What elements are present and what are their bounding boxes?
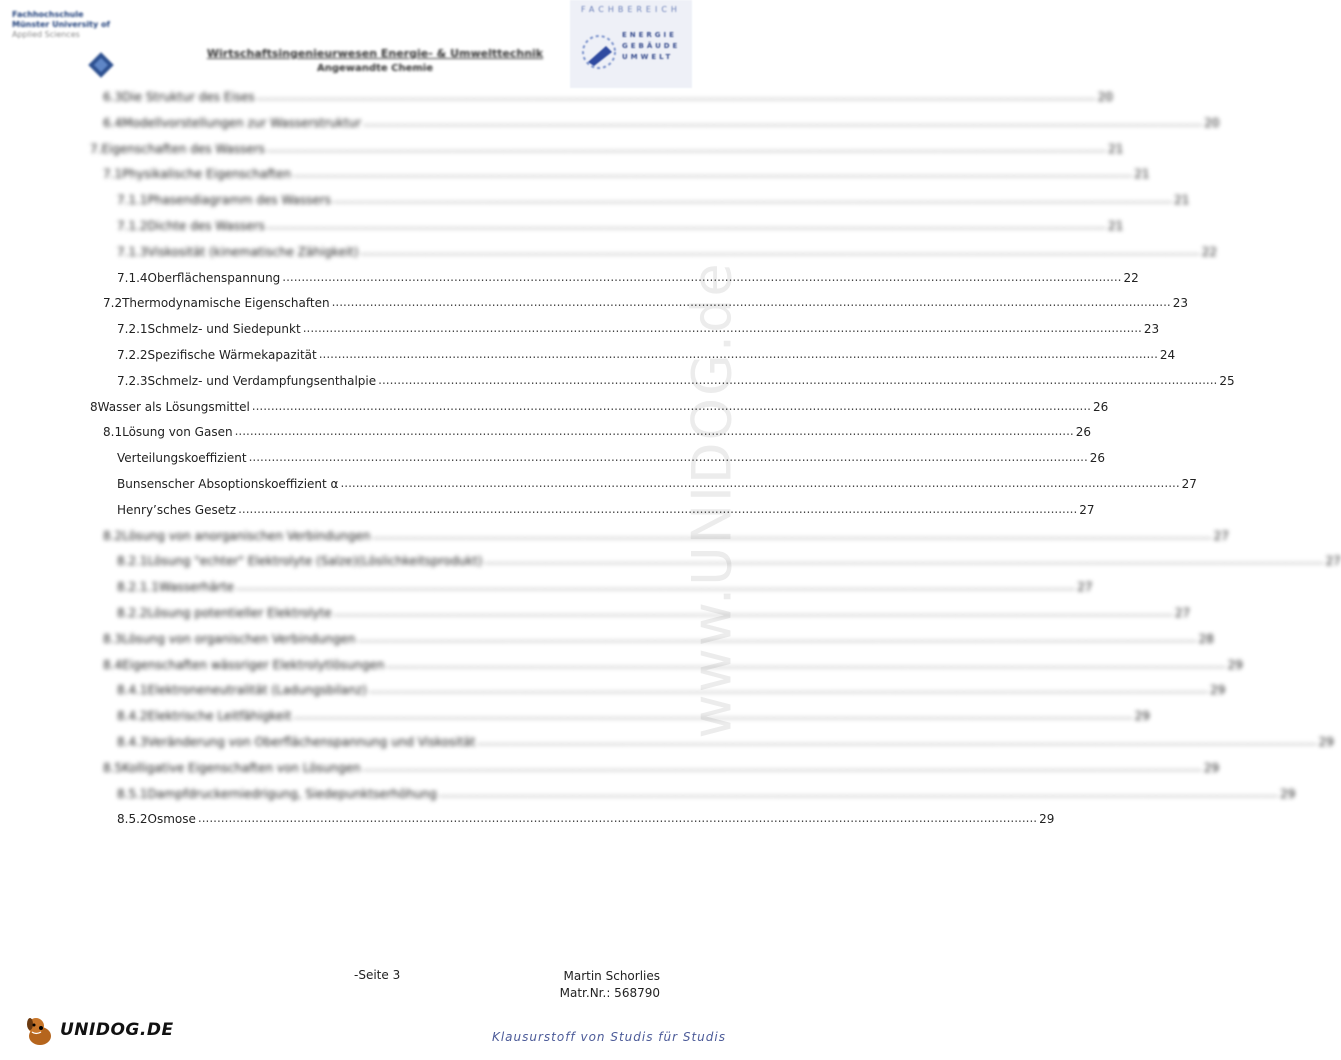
toc-entry[interactable] xyxy=(117,445,1106,471)
toc-leader-dots: ............................................................................................................................................................................................................................ xyxy=(251,398,1091,413)
toc-entry[interactable] xyxy=(117,781,1296,807)
toc-entry[interactable] xyxy=(117,729,1334,755)
toc-page-number: 21 xyxy=(1108,219,1124,233)
course-title: Wirtschaftsingenieurwesen Energie- & Umwelttechnik xyxy=(206,47,544,60)
toc-leader-dots: ............................................................................................................................................................................................................................ xyxy=(236,579,1076,594)
toc-number: 7.1.2 xyxy=(117,219,148,233)
toc-number: 8.3 xyxy=(103,631,123,646)
toc-entry[interactable] xyxy=(117,239,1218,265)
toc-number: 7.1.1 xyxy=(117,193,148,208)
toc-title: Bunsenscher Absoptionskoeffizient α xyxy=(117,477,339,491)
matriculation-number: Matr.Nr.: 568790 xyxy=(559,986,660,1000)
toc-title: Dichte des Wassers xyxy=(147,219,265,233)
toc-leader-dots: ............................................................................................................................................................................................................................ xyxy=(372,527,1212,542)
toc-number: 8.2.1.1 xyxy=(117,580,159,595)
toc-leader-dots: ............................................................................................................................................................................................................................ xyxy=(331,295,1171,310)
toc-entry[interactable] xyxy=(103,755,1220,781)
toc-entry[interactable] xyxy=(103,652,1243,678)
toc-title: Schmelz- und Verdampfungsenthalpie xyxy=(147,373,377,388)
toc-title: Oberflächenspannung xyxy=(147,270,281,285)
toc-page-number: 23 xyxy=(1143,322,1160,337)
toc-leader-dots: ............................................................................................................................................................................................................................ xyxy=(378,372,1218,387)
toc-page-number: 29 xyxy=(1227,657,1243,672)
toc-entry[interactable] xyxy=(117,265,1139,291)
toc-page-number: 29 xyxy=(1203,760,1220,775)
department-label: FACHBEREICH xyxy=(581,5,681,14)
toc-leader-dots: ............................................................................................................................................................................................................................ xyxy=(256,89,1096,103)
toc-entry[interactable] xyxy=(117,316,1160,342)
toc-leader-dots: ............................................................................................................................................................................................................................ xyxy=(362,759,1202,774)
toc-title: Henry’sches Gesetz xyxy=(117,502,237,517)
toc-title: Phasendiagramm des Wassers xyxy=(147,193,331,208)
toc-title: Wasser als Lösungsmittel xyxy=(97,399,250,414)
watermark: www.UNIDOG.de xyxy=(680,261,744,739)
toc-title: Viskosität (kinematische Zähigkeit) xyxy=(147,244,359,259)
toc-page-number: 29 xyxy=(1134,709,1150,724)
toc-number: 8.4 xyxy=(103,657,123,672)
toc-number: 7.1.4 xyxy=(117,270,148,285)
toc-entry[interactable] xyxy=(103,290,1189,316)
page-number: -Seite 3 xyxy=(354,968,401,982)
toc-page-number: 28 xyxy=(1198,631,1214,646)
toc-number: 7.2.2 xyxy=(117,348,148,362)
toc-entry[interactable] xyxy=(117,368,1235,394)
toc-page-number: 20 xyxy=(1204,115,1220,130)
toc-number: 8.4.1 xyxy=(117,683,148,698)
toc-title: Modellvorstellungen zur Wasserstruktur xyxy=(122,115,362,130)
toc-title: Die Struktur des Eises xyxy=(122,90,255,104)
toc-title: Lösung potentieller Elektrolyte xyxy=(147,606,332,620)
toc-page-number: 29 xyxy=(1210,683,1226,698)
toc-entry[interactable] xyxy=(117,497,1095,523)
toc-title: Schmelz- und Siedepunkt xyxy=(147,322,301,337)
toc-title: Elektroneneutralität (Ladungsbilanz) xyxy=(147,683,367,698)
toc-page-number: 25 xyxy=(1219,373,1235,388)
dog-mascot-icon xyxy=(22,1012,58,1048)
author-name: Martin Schorlies xyxy=(563,969,660,983)
toc-title: Lösung von anorganischen Verbindungen xyxy=(122,528,371,543)
tagline: Klausurstoff von Studis für Studis xyxy=(491,1030,726,1044)
toc-leader-dots: ............................................................................................................................................................................................................................ xyxy=(282,269,1122,284)
toc-entry[interactable] xyxy=(117,213,1124,239)
toc-title: Thermodynamische Eigenschaften xyxy=(122,296,330,311)
toc-number: 8.2 xyxy=(103,528,123,543)
toc-entry[interactable] xyxy=(103,110,1220,136)
toc-number: 8.5 xyxy=(103,760,123,775)
toc-entry[interactable] xyxy=(117,703,1150,729)
toc-page-number: 29 xyxy=(1280,786,1296,801)
toc-entry[interactable] xyxy=(103,419,1092,445)
toc-leader-dots: ............................................................................................................................................................................................................................ xyxy=(293,708,1133,723)
toc-page-number: 26 xyxy=(1075,425,1092,440)
brand-name: UNIDOG.DE xyxy=(60,1020,174,1040)
toc-leader-dots: ............................................................................................................................................................................................................................ xyxy=(238,501,1078,516)
toc-page-number: 21 xyxy=(1108,141,1124,156)
toc-leader-dots: ............................................................................................................................................................................................................................ xyxy=(484,553,1324,568)
toc-page-number: 27 xyxy=(1325,554,1341,569)
toc-leader-dots: ............................................................................................................................................................................................................................ xyxy=(333,605,1173,619)
toc-entry[interactable] xyxy=(117,187,1190,213)
toc-title: Lösung von Gasen xyxy=(122,425,233,440)
toc-leader-dots: ............................................................................................................................................................................................................................ xyxy=(234,424,1074,439)
toc-entry[interactable] xyxy=(117,342,1176,368)
toc-title: Osmose xyxy=(147,812,196,827)
toc-title: Verteilungskoeffizient xyxy=(117,451,247,466)
toc-entry[interactable] xyxy=(117,806,1055,832)
toc-leader-dots: ............................................................................................................................................................................................................................ xyxy=(318,347,1158,361)
toc-entry[interactable] xyxy=(117,574,1093,600)
toc-number: 6.4 xyxy=(103,115,123,130)
author-info xyxy=(560,968,660,1002)
toc-title: Kolligative Eigenschaften von Lösungen xyxy=(122,760,361,775)
toc-leader-dots: ............................................................................................................................................................................................................................ xyxy=(438,785,1279,800)
toc-entry[interactable] xyxy=(117,600,1191,626)
toc-number: 8.4.2 xyxy=(117,709,148,724)
toc-number: 7.2.3 xyxy=(117,373,148,388)
toc-page-number: 21 xyxy=(1134,167,1150,182)
toc-number: 7.1 xyxy=(103,167,123,182)
toc-leader-dots: ............................................................................................................................................................................................................................ xyxy=(357,630,1197,645)
department-emblem-icon xyxy=(576,26,622,74)
toc-number: 8.4.3 xyxy=(117,735,148,749)
toc-entry[interactable] xyxy=(90,394,1109,420)
toc-page-number: 21 xyxy=(1174,193,1190,208)
toc-title: Lösung von organischen Verbindungen xyxy=(122,631,356,646)
toc-title: Eigenschaften des Wassers xyxy=(101,141,265,156)
toc-title: Veränderung von Oberflächenspannung und Viskosität xyxy=(147,735,476,749)
toc-page-number: 20 xyxy=(1097,90,1114,104)
university-name: Fachhochschule Münster University of Applied Sciences xyxy=(12,10,110,39)
toc-number: 6.3 xyxy=(103,90,123,104)
toc-number: 7.2.1 xyxy=(117,322,148,337)
toc-page-number: 27 xyxy=(1077,580,1093,595)
toc-page-number: 27 xyxy=(1213,528,1229,543)
toc-leader-dots: ............................................................................................................................................................................................................................ xyxy=(266,218,1107,232)
toc-leader-dots: ............................................................................................................................................................................................................................ xyxy=(386,656,1226,671)
department-names: ENERGIE GEBÄUDE UMWELT xyxy=(622,31,681,61)
toc-leader-dots: ............................................................................................................................................................................................................................ xyxy=(340,476,1180,490)
toc-leader-dots: ............................................................................................................................................................................................................................ xyxy=(197,811,1038,826)
course-subtitle: Angewandte Chemie xyxy=(317,63,433,74)
toc-entry[interactable] xyxy=(117,471,1197,497)
toc-number: 7.1.3 xyxy=(117,244,148,259)
toc-page-number: 29 xyxy=(1039,812,1055,827)
toc-page-number: 29 xyxy=(1318,735,1334,749)
toc-leader-dots: ............................................................................................................................................................................................................................ xyxy=(302,321,1142,336)
toc-entry[interactable] xyxy=(90,136,1124,162)
toc-title: Elektrische Leitfähigkeit xyxy=(147,709,292,724)
toc-entry[interactable] xyxy=(103,523,1229,549)
toc-leader-dots: ............................................................................................................................................................................................................................ xyxy=(332,192,1173,207)
toc-number: 8.5.1 xyxy=(117,786,148,801)
toc-leader-dots: ............................................................................................................................................................................................................................ xyxy=(477,734,1317,748)
toc-entry[interactable] xyxy=(103,84,1114,110)
unidog-logo[interactable] xyxy=(22,1012,174,1052)
toc-page-number: 22 xyxy=(1201,244,1218,259)
toc-leader-dots: ............................................................................................................................................................................................................................ xyxy=(363,114,1203,129)
toc-leader-dots: ............................................................................................................................................................................................................................ xyxy=(266,140,1107,155)
toc-title: Dampfdruckerniedrigung, Siedepunktserhöhung xyxy=(147,786,437,801)
toc-number: 7. xyxy=(90,141,102,156)
toc-page-number: 26 xyxy=(1092,399,1109,414)
toc-leader-dots: ............................................................................................................................................................................................................................ xyxy=(360,243,1200,258)
toc-entry[interactable] xyxy=(103,161,1150,187)
toc-page-number: 26 xyxy=(1089,451,1106,466)
toc-title: Lösung "echter" Elektrolyte (Salze)(Löslichkeitsprodukt) xyxy=(147,554,483,569)
toc-page-number: 22 xyxy=(1123,270,1139,285)
toc-number: 8 xyxy=(90,399,98,414)
toc-leader-dots: ............................................................................................................................................................................................................................ xyxy=(368,682,1209,697)
toc-title: Eigenschaften wässriger Elektrolytlösungen xyxy=(122,657,385,672)
toc-entry[interactable] xyxy=(117,548,1341,574)
toc-page-number: 23 xyxy=(1172,296,1189,311)
toc-entry[interactable] xyxy=(103,626,1214,652)
toc-leader-dots: ............................................................................................................................................................................................................................ xyxy=(248,450,1088,465)
toc-page-number: 27 xyxy=(1181,477,1197,491)
toc-number: 8.1 xyxy=(103,425,123,440)
toc-title: Spezifische Wärmekapazität xyxy=(147,348,317,362)
toc-title: Wasserhärte xyxy=(158,580,235,595)
toc-title: Physikalische Eigenschaften xyxy=(122,167,292,182)
toc-page-number: 24 xyxy=(1159,348,1176,362)
toc-number: 8.2.2 xyxy=(117,606,148,620)
toc-page-number: 27 xyxy=(1079,502,1095,517)
toc-number: 8.2.1 xyxy=(117,554,148,569)
toc-entry[interactable] xyxy=(117,677,1226,703)
department-logo xyxy=(570,0,692,88)
toc-leader-dots: ............................................................................................................................................................................................................................ xyxy=(293,166,1133,181)
toc-number: 7.2 xyxy=(103,296,123,311)
toc-page-number: 27 xyxy=(1174,606,1191,620)
toc-number: 8.5.2 xyxy=(117,812,148,827)
